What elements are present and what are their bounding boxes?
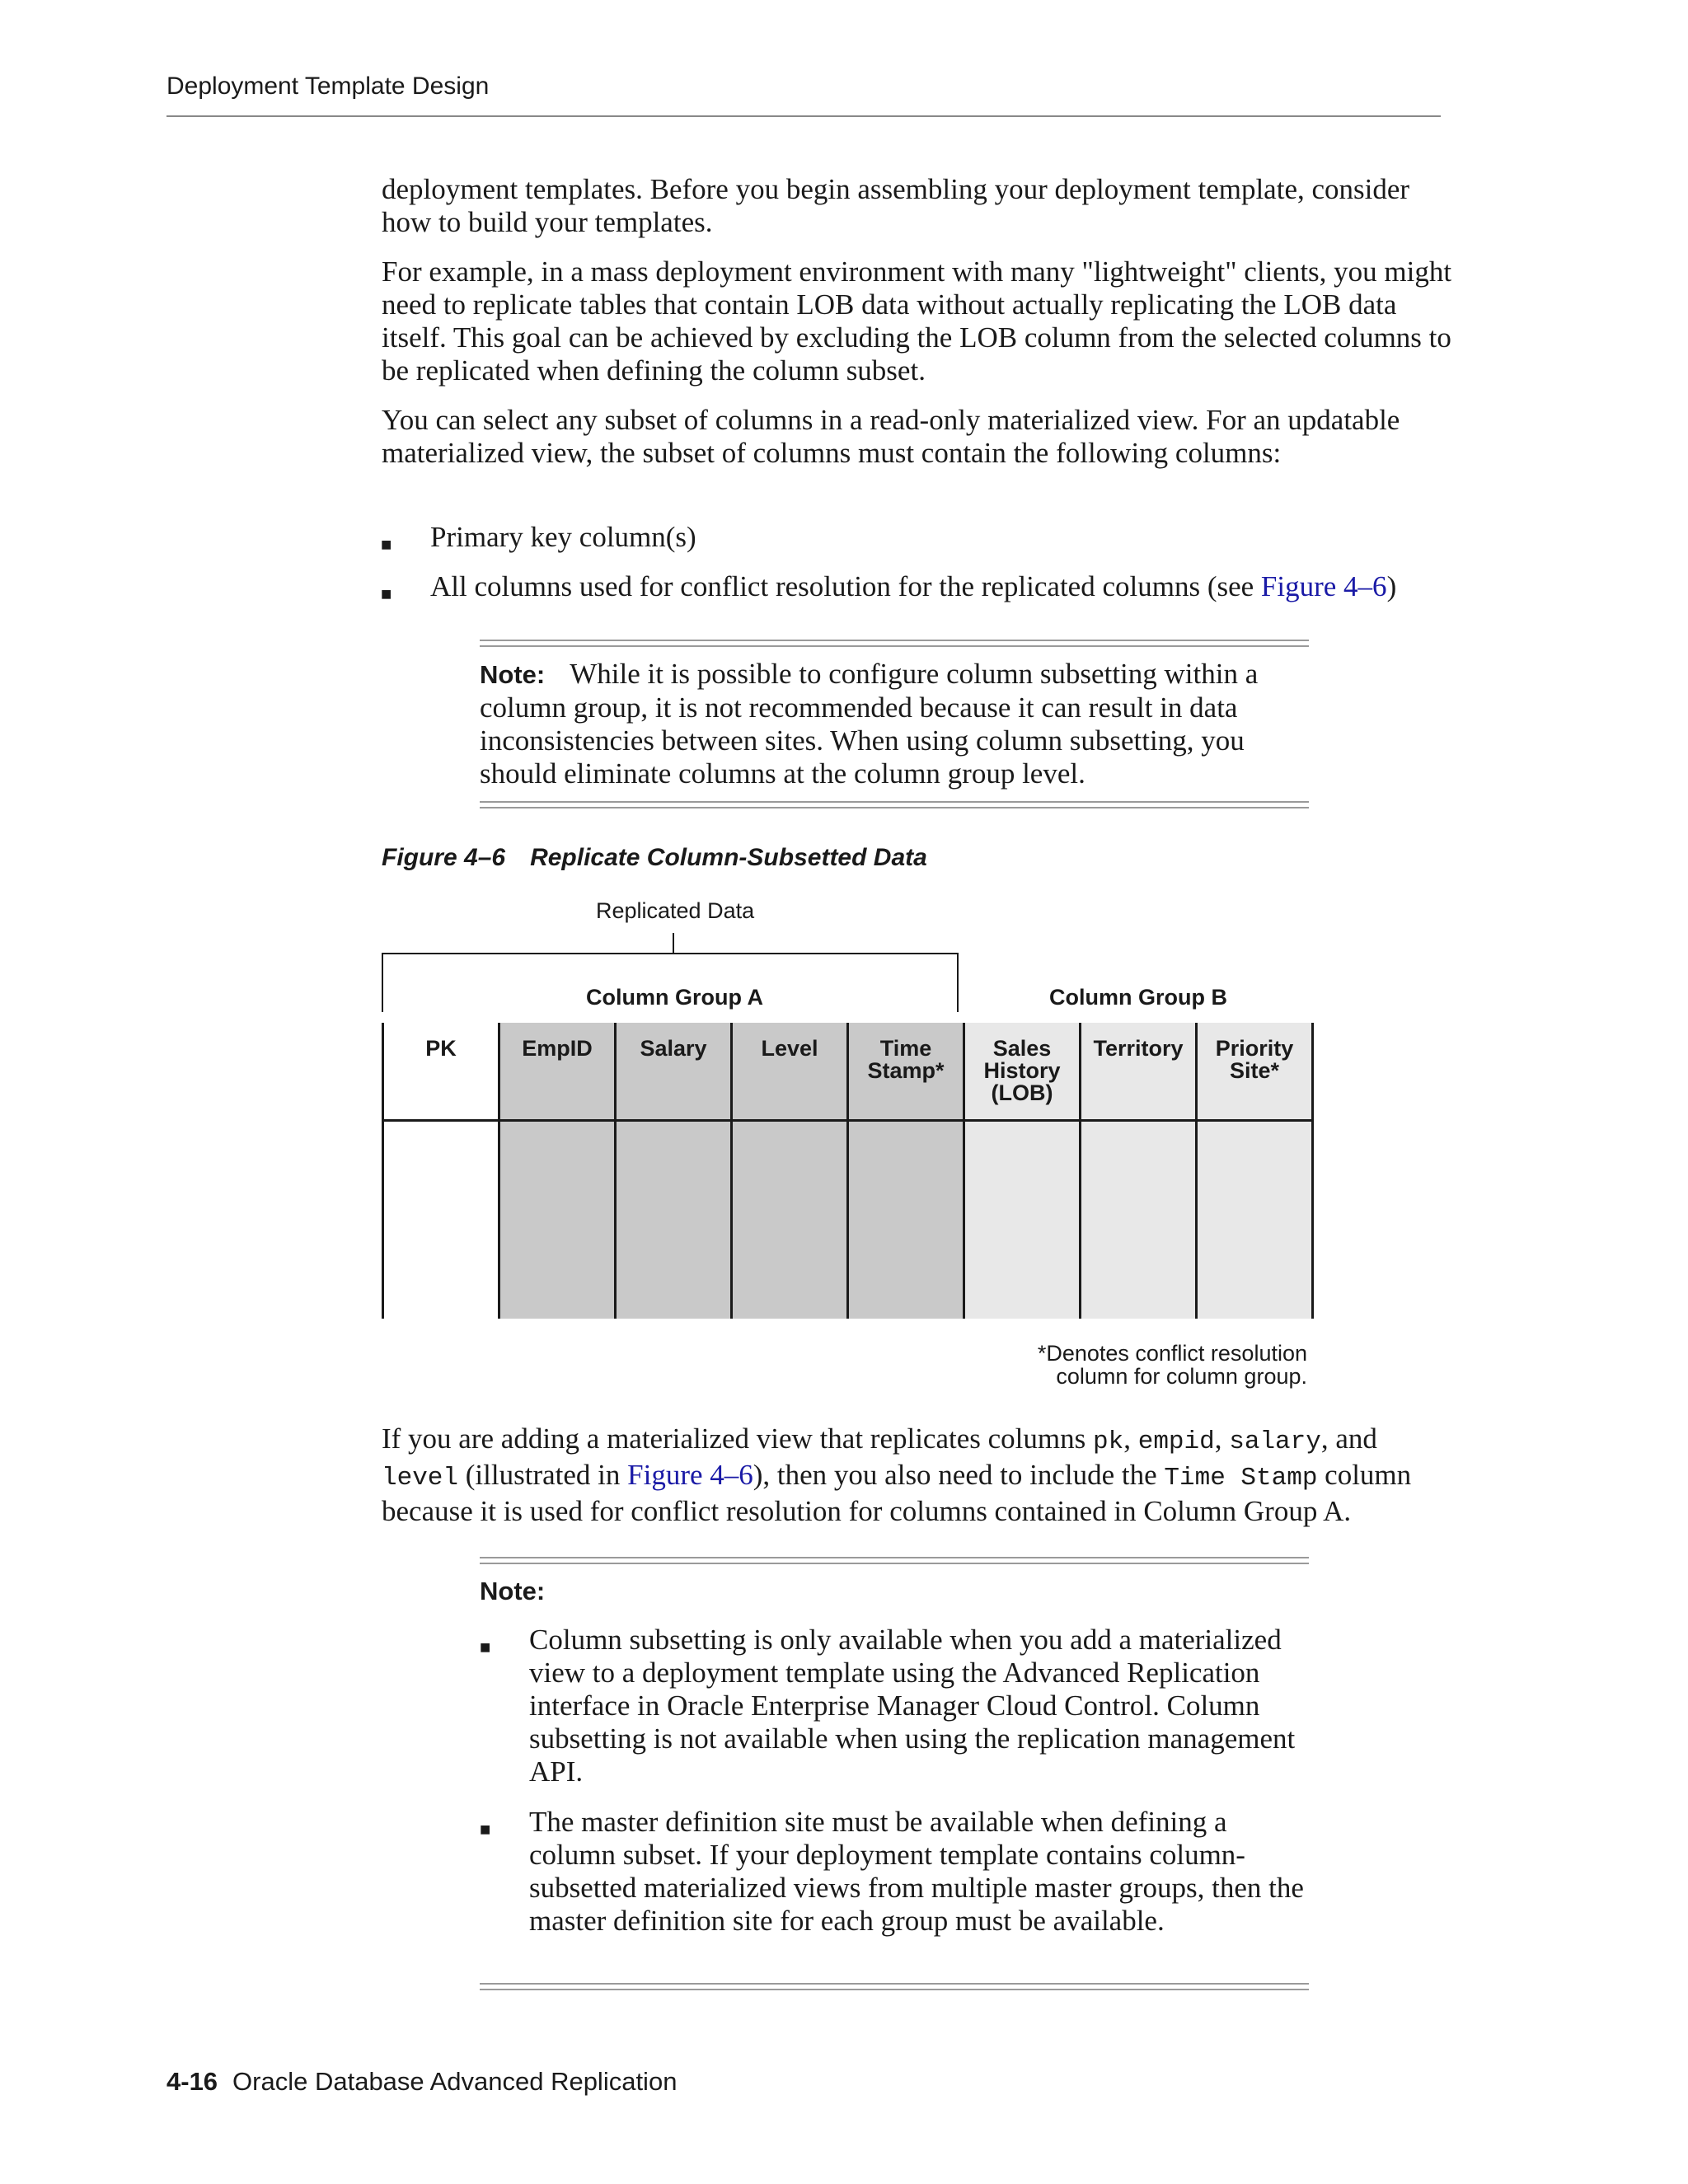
note2-label: Note:	[480, 1577, 546, 1605]
figure-link[interactable]: Figure 4–6	[627, 1459, 753, 1491]
figure-link[interactable]: Figure 4–6	[1260, 570, 1387, 602]
column-header: Level	[733, 1023, 846, 1122]
bullet-text-after: )	[1386, 570, 1397, 602]
bullet-square-icon: ■	[480, 1637, 491, 1657]
footnote-line-1: *Denotes conflict resolution	[1037, 1341, 1307, 1366]
table-column	[1198, 1023, 1314, 1319]
note2-bullet-2	[529, 1806, 1312, 1938]
column-header: Sales History (LOB)	[965, 1023, 1079, 1122]
note2-bullet-1	[529, 1624, 1312, 1788]
para-text: (illustrated in	[458, 1459, 628, 1491]
note2-bottom-rule	[480, 1983, 1309, 1990]
note-label: Note:	[480, 660, 546, 689]
bullet-square-icon: ■	[381, 583, 392, 604]
column-header: Territory	[1081, 1023, 1195, 1122]
footnote-line-2: column for column group.	[1056, 1364, 1307, 1389]
table-column	[965, 1023, 1081, 1319]
code-pk: pk	[1093, 1427, 1124, 1456]
figure-number: Figure 4–6	[382, 844, 506, 871]
note2-label-row	[480, 1574, 1309, 1608]
replicated-data-label: Replicated Data	[596, 898, 755, 923]
note2-bullet-text: The master definition site must be available when defining a column subset. If your deployment template contains column-subsetted materialized views from multiple master groups, then the master definition site for each group must be available.	[529, 1806, 1304, 1937]
intro-p3-text: You can select any subset of columns in a read-only materialized view. For an updatable materialized view, the subset of columns must contain the following columns:	[382, 404, 1400, 469]
page-number: 4-16	[166, 2067, 218, 2096]
column-group-a-label: Column Group A	[586, 985, 763, 1010]
note2-bullet-text: Column subsetting is only available when you add a materialized view to a deployment template using the Advanced Replication interface in Oracle Enterprise Manager Cloud Control. Column subsetting is not available when using the replication management API.	[529, 1624, 1296, 1788]
column-header: Time Stamp*	[849, 1023, 963, 1122]
bullet-square-icon: ■	[480, 1819, 491, 1840]
column-header: Salary	[617, 1023, 730, 1122]
code-level: level	[382, 1464, 459, 1493]
page-footer	[166, 2067, 677, 2097]
table-column	[500, 1023, 617, 1319]
para-text: If you are adding a materialized view that replicates columns	[382, 1422, 1093, 1455]
table-column	[1081, 1023, 1198, 1319]
table-column	[384, 1023, 500, 1319]
code-empid: empid	[1137, 1427, 1215, 1456]
column-header: EmpID	[500, 1023, 614, 1122]
para-text: ,	[1214, 1422, 1230, 1455]
bullet-text: All columns used for conflict resolution for the replicated columns (see	[430, 570, 1261, 602]
column-header: PK	[384, 1023, 498, 1122]
para-text: ,	[1123, 1422, 1138, 1455]
para-text: , and	[1320, 1422, 1377, 1455]
bullet-square-icon: ■	[381, 534, 392, 555]
table-column	[849, 1023, 965, 1319]
column-group-b-label: Column Group B	[1049, 985, 1227, 1010]
running-header: Deployment Template Design	[166, 73, 490, 100]
note-text: While it is possible to configure column subsetting within a column group, it is not recommended because it can result in data inconsistencies between sites. When using column subsetting, you should eliminate columns at the column group level.	[480, 658, 1259, 790]
note2-top-rule	[480, 1557, 1309, 1564]
figure-title: Replicate Column-Subsetted Data	[530, 844, 927, 871]
para-text: column because it is used for conflict resolution for columns contained in Column Group A.	[382, 1459, 1412, 1527]
footer-title: Oracle Database Advanced Replication	[232, 2067, 678, 2096]
intro-p1-text: deployment templates. Before you begin assembling your deployment template, consider how to build your templates.	[382, 173, 1410, 238]
bullet-text: Primary key column(s)	[430, 521, 696, 553]
column-header: Priority Site*	[1198, 1023, 1311, 1122]
para-text: ), then you also need to include the	[753, 1459, 1165, 1491]
code-time-stamp: Time Stamp	[1164, 1464, 1318, 1493]
paragraph-after-figure	[382, 1422, 1453, 1528]
table-column	[617, 1023, 733, 1319]
intro-p2-text: For example, in a mass deployment environment with many "lightweight" clients, you might need to replicate tables that contain LOB data without actually replicating the LOB data itself. This goal can be achieved by excluding the LOB column from the selected columns to be replicated when defining the column subset.	[382, 255, 1452, 387]
table-column	[733, 1023, 849, 1319]
figure-footnote	[1038, 1342, 1307, 1388]
code-salary: salary	[1229, 1427, 1321, 1456]
